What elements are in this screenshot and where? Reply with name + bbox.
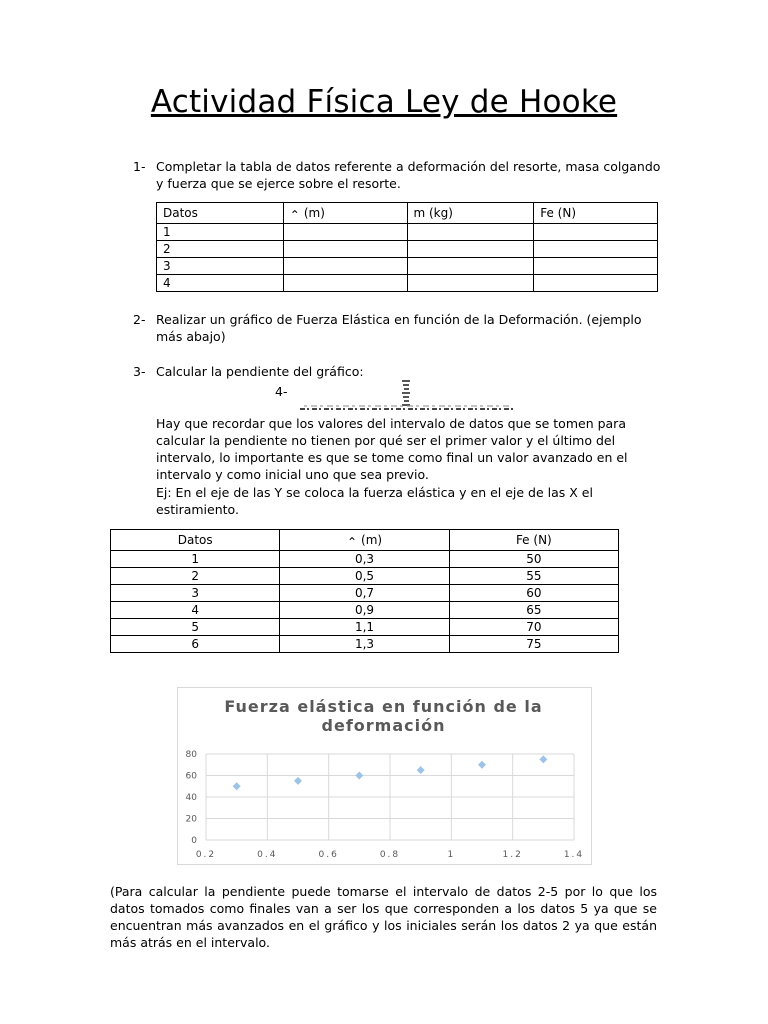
table-row xyxy=(157,275,658,292)
x-tick-label: 0.4 xyxy=(257,850,278,860)
x-tick-label: 0.2 xyxy=(195,850,217,860)
data-point xyxy=(539,755,547,763)
data-point xyxy=(478,761,486,769)
table-row: 3 0,7 60 xyxy=(111,585,619,602)
axis-note-paragraph: Ej: En el eje de las Y se coloca la fuerza elástica y en el eje de las X el estiramiento. xyxy=(156,485,593,517)
table-row: 2 0,5 55 xyxy=(111,568,619,585)
table-row xyxy=(157,224,658,241)
table-row: 1 0,3 50 xyxy=(111,551,619,568)
example-data-table xyxy=(110,529,619,653)
data-table-empty xyxy=(156,202,658,292)
delta-x-symbol: ⌃ xyxy=(346,535,358,549)
slope-formula-image xyxy=(300,378,515,412)
table-row xyxy=(157,241,658,258)
item-2-number: 2- xyxy=(133,312,146,327)
row-label: 2 xyxy=(157,241,284,258)
explanation-paragraph: Hay que recordar que los valores del intervalo de datos que se tomen para calcular la pendiente no tienen por qué ser el primer valor y el último del intervalo, lo importante es que se tome como final un valor avanzado en el intervalo y como inicial uno que sea previo. xyxy=(156,416,628,482)
item-4-number: 4- xyxy=(275,384,288,399)
x-tick-label: 1.4 xyxy=(563,850,585,860)
data-point xyxy=(355,772,363,780)
item-3-text: Calcular la pendiente del gráfico: xyxy=(156,364,364,379)
x-tick-label: 1 xyxy=(447,850,456,860)
y-tick-label: 40 xyxy=(185,793,197,803)
header-datos: Datos xyxy=(157,203,284,224)
row-label: 1 xyxy=(157,224,284,241)
header-deformation: ⌃ (m) xyxy=(280,530,449,551)
chart-title: Fuerza elástica en función de la deformación xyxy=(224,697,543,735)
item-1-text: Completar la tabla de datos referente a deformación del resorte, masa colgando y fuerza que se ejerce sobre el resorte. xyxy=(156,159,661,191)
item-3-number: 3- xyxy=(133,364,146,379)
table-row xyxy=(157,258,658,275)
data-point xyxy=(417,766,425,774)
header-force: Fe (N) xyxy=(449,530,618,551)
y-tick-label: 60 xyxy=(185,771,197,782)
header-mass: m (kg) xyxy=(407,203,534,224)
y-tick-label: 0 xyxy=(191,836,197,846)
header-datos: Datos xyxy=(111,530,280,551)
x-tick-label: 0.8 xyxy=(379,850,401,860)
scatter-chart xyxy=(177,687,590,863)
table-row: 4 0,9 65 xyxy=(111,602,619,619)
header-force: Fe (N) xyxy=(534,203,658,224)
y-tick-label: 20 xyxy=(185,814,197,825)
table-header-row xyxy=(111,530,619,551)
data-point xyxy=(233,782,241,790)
item-2-text: Realizar un gráfico de Fuerza Elástica en función de la Deformación. (ejemplo más abajo) xyxy=(156,312,642,344)
table-header-row xyxy=(157,203,658,224)
item-1-number: 1- xyxy=(133,159,146,174)
x-tick-label: 1.2 xyxy=(502,850,523,860)
header-deformation: ⌃ (m) xyxy=(283,203,407,224)
y-tick-label: 80 xyxy=(185,750,197,760)
row-label: 3 xyxy=(157,258,284,275)
delta-x-symbol: ⌃ xyxy=(289,208,300,222)
document-title: Actividad Física Ley de Hooke xyxy=(150,84,618,120)
table-row: 6 1,3 75 xyxy=(111,636,619,653)
row-label: 4 xyxy=(157,275,284,292)
x-tick-label: 0.6 xyxy=(318,850,339,860)
footer-paragraph: (Para calcular la pendiente puede tomarse el intervalo de datos 2-5 por lo que los datos tomados como finales van a ser los que corresponden a los datos 5 ya que se encuentran más avanzados en el gráfico y los iniciales serán los datos 2 ya que están más atrás en el intervalo. xyxy=(110,884,657,950)
data-point xyxy=(294,777,302,785)
table-row: 5 1,1 70 xyxy=(111,619,619,636)
